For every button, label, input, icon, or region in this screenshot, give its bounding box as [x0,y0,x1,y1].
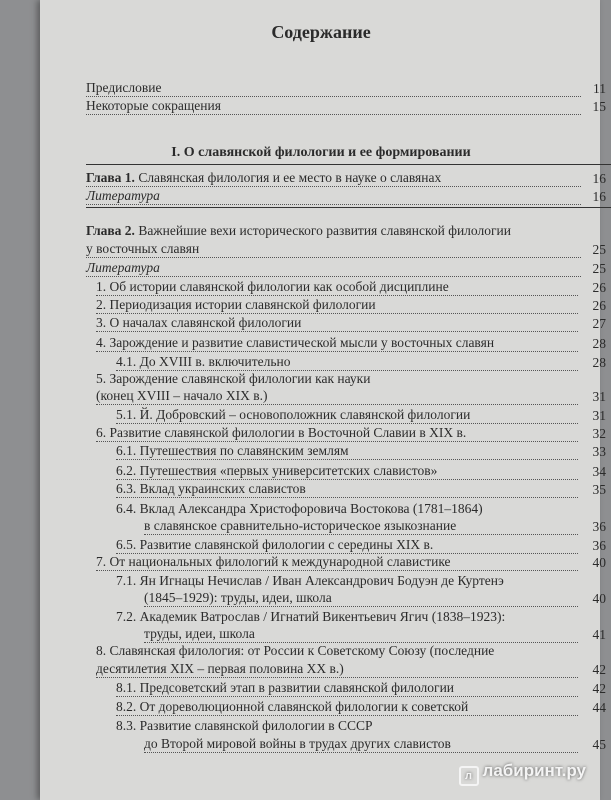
toc-subentry [144,517,606,535]
entry-label: 6.5. Развитие славянской филологии с середины XIX в. [116,536,578,554]
toc-subentry [144,735,606,753]
entry-label: (конец XVIII – начало XIX в.) [96,387,578,405]
toc-subentry [116,572,606,589]
toc-subentry [144,589,606,607]
labirint-logo-icon: л [459,766,479,786]
entry-page: 36 [592,519,606,534]
entry-label: 2. Периодизация истории славянской филологии [96,296,578,314]
entry-page: 26 [592,280,606,295]
toc-subentry [116,679,606,697]
entry-page: 42 [592,662,606,677]
entry-label: десятилетия XIX – первая половина XX в.) [96,660,578,678]
entry-page: 16 [592,171,606,186]
entry-label: 4. Зарождение и развитие славистической мысли у восточных славян [96,334,578,352]
entry-label: 6. Развитие славянской филологии в Восточной Славии в XIX в. [96,424,578,442]
entry-label: 3. О началах славянской филологии [96,314,578,332]
entry-label: 8.3. Развитие славянской филологии в СССР [116,718,373,733]
chapter-title: Славянская филология и ее место в науке о славянах [138,170,442,185]
entry-page: 25 [592,242,606,257]
toc-subentry [116,406,606,424]
toc-subentry [116,462,606,480]
toc-subentry [116,698,606,716]
entry-page: 41 [592,627,606,642]
entry-label: 7. От национальных филологий к международной славистике [96,553,578,571]
entry-page: 25 [592,261,606,276]
section-heading: I. О славянской филологии и ее формировании [171,145,471,160]
entry-page: 34 [592,464,606,479]
entry-label: 8.1. Предсоветский этап в развитии славянской филологии [116,679,578,697]
toc-subentry [96,334,606,352]
toc-subentry [96,278,606,296]
chapter-prefix: Глава 1. [86,170,135,185]
watermark [459,761,586,786]
page-title: Содержание [271,22,371,42]
toc-subentry [96,642,606,659]
entry-page: 40 [592,591,606,606]
entry-label: Некоторые сокращения [86,97,581,115]
toc-subentry [96,314,606,332]
entry-page: 15 [592,99,606,114]
toc-entry-preface [86,79,606,97]
entry-label: 6.2. Путешествия «первых университетских славистов» [116,462,578,480]
entry-label: 6.1. Путешествия по славянским землям [116,442,578,460]
toc-entry-literature [86,259,606,277]
entry-label: труды, идеи, школа [144,625,578,643]
toc-entry-chapter-1 [86,169,606,187]
entry-label: 8. Славянская филология: от России к Советскому Союзу (последние [96,643,495,658]
toc-subentry [116,608,606,625]
entry-page: 33 [592,444,606,459]
entry-page: 45 [592,737,606,752]
entry-label: 6.4. Вклад Александра Христофоровича Востокова (1781–1864) [116,501,483,516]
chapter-title-line2: у восточных славян [86,240,581,258]
toc-subentry [96,424,606,442]
toc-subentry [116,500,606,517]
entry-page: 35 [592,482,606,497]
entry-label: Литература [86,187,581,205]
entry-label: 5. Зарождение славянской филологии как науки [96,371,371,386]
entry-page: 32 [592,426,606,441]
entry-page: 31 [592,389,606,404]
chapter-title-line1: Важнейшие вехи исторического развития славянской филологии [138,223,511,238]
entry-page: 28 [592,336,606,351]
entry-label: 1. Об истории славянской филологии как особой дисциплине [96,278,578,296]
entry-page: 44 [592,700,606,715]
toc-entry-chapter-2-line1 [86,222,606,239]
entry-page: 31 [592,408,606,423]
entry-label: (1845–1929): труды, идеи, школа [144,589,578,607]
entry-label: 7.2. Академик Ватрослав / Игнатий Викентьевич Ягич (1838–1923): [116,609,506,624]
toc-subentry [96,660,606,678]
entry-page: 40 [592,555,606,570]
watermark-text: лабиринт.ру [482,761,586,780]
entry-label: до Второй мировой войны в трудах других славистов [144,735,578,753]
toc-subentry [116,353,606,371]
entry-page: 11 [593,81,606,96]
entry-label: 8.2. От дореволюционной славянской филологии к советской [116,698,578,716]
entry-label [86,169,581,187]
entry-label: 6.3. Вклад украинских славистов [116,480,578,498]
entry-label: 7.1. Ян Игнацы Нечислав / Иван Александрович Бодуэн де Куртенэ [116,573,504,588]
entry-page: 42 [592,681,606,696]
toc-subentry [96,387,606,405]
toc-subentry [116,717,606,734]
toc-entry-chapter-2-line2 [86,240,606,258]
entry-page: 16 [592,189,606,204]
entry-page: 26 [592,298,606,313]
entry-page: 28 [592,355,606,370]
toc-entry-abbreviations [86,97,606,115]
entry-page: 36 [592,538,606,553]
entry-label: Предисловие [86,79,581,97]
entry-label: 5.1. Й. Добровский – основоположник славянской филологии [116,406,578,424]
toc-entry-literature [86,187,606,205]
entry-label: Литература [86,259,581,277]
book-page [40,0,606,800]
toc-subentry [96,296,606,314]
toc-subentry [96,370,606,387]
divider [86,207,611,208]
divider [86,164,611,165]
chapter-prefix: Глава 2. [86,223,135,238]
toc-subentry [116,536,606,554]
entry-page: 27 [592,316,606,331]
toc-subentry [96,553,606,571]
toc-subentry [116,480,606,498]
toc-subentry [116,442,606,460]
toc-subentry [144,625,606,643]
entry-label: 4.1. До XVIII в. включительно [116,353,578,371]
entry-label: в славянское сравнительно-историческое языкознание [144,517,578,535]
